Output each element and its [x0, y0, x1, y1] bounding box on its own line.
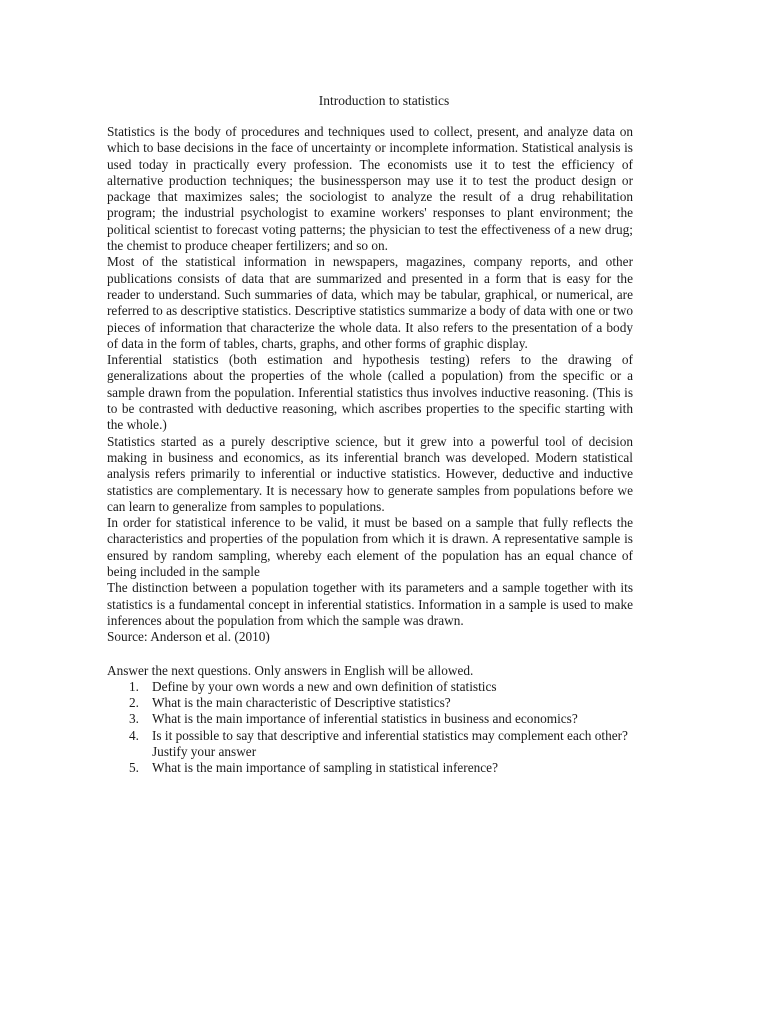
list-item [107, 695, 633, 711]
questions-instructions: Answer the next questions. Only answers in English will be allowed. [107, 662, 474, 678]
paragraph-distinction: The distinction between a population together with its parameters and a sample together with its statistics is a fundamental concept in inferential statistics. Information in a sample is used to make inferences about the population from which the sample was drawn. [107, 580, 633, 628]
question-text: What is the main characteristic of Descriptive statistics? [152, 695, 451, 711]
list-item [107, 728, 633, 761]
paragraph-sampling: In order for statistical inference to be valid, it must be based on a sample that fully reflects the characteristics and properties of the population from which it is drawn. A representative sample is ensured by random sampling, whereby each element of the population has an equal chance of being included in the sample [107, 515, 633, 580]
question-number: 2. [129, 695, 139, 711]
paragraph-inferential: Inferential statistics (both estimation and hypothesis testing) refers to the drawing of generalizations about the properties of the whole (called a population) from the specific or a sample drawn from the population. Inferential statistics thus involves inductive reasoning. (This is to be contrasted with deductive reasoning, which ascribes properties to the specific starting with the whole.) [107, 352, 633, 433]
question-text: Define by your own words a new and own definition of statistics [152, 678, 497, 694]
list-item [107, 679, 633, 695]
document-title: Introduction to statistics [318, 93, 450, 108]
paragraph-history: Statistics started as a purely descriptive science, but it grew into a powerful tool of decision making in business and economics, as its inferential branch was developed. Modern statistical analysis refers primarily to inferential or inductive statistics. However, deductive and inductive statistics are complementary. It is necessary how to generate samples from populations before we can learn to generalize from samples to populations. [107, 433, 633, 514]
question-number: 1. [129, 678, 139, 694]
list-item [107, 760, 633, 776]
question-text: What is the main importance of sampling in statistical inference? [152, 760, 498, 776]
question-number: 3. [129, 711, 139, 727]
question-text: What is the main importance of inferential statistics in business and economics? [152, 711, 578, 727]
questions-list [107, 679, 633, 777]
question-text: Is it possible to say that descriptive and inferential statistics may complement each other? Justify your answer [152, 727, 628, 759]
question-number: 4. [129, 727, 139, 743]
list-item [107, 711, 633, 727]
paragraph-descriptive: Most of the statistical information in newspapers, magazines, company reports, and other publications consists of data that are summarized and presented in a form that is easy for the reader to understand. Such summaries of data, which may be tabular, graphical, or numerical, are referred to as descriptive statistics. Descriptive statistics summarize a body of data with one or two pieces of information that characterize the whole data. It also refers to the presentation of a body of data in the form of tables, charts, graphs, and other forms of graphic display. [107, 254, 633, 351]
source-citation: Source: Anderson et al. (2010) [107, 629, 270, 645]
document-body [107, 124, 633, 777]
spacer [107, 646, 633, 663]
question-number: 5. [129, 760, 139, 776]
paragraph-definition: Statistics is the body of procedures and techniques used to collect, present, and analyze data on which to base decisions in the face of uncertainty or incomplete information. Statistical analysis is used today in practically every profession. The economists use it to test the efficiency of alternative production techniques; the businessperson may use it to test the product design or package that maximizes sales; the sociologist to analyze the result of a drug rehabilitation program; the industrial psychologist to examine workers' responses to plant environment; the political scientist to forecast voting patterns; the physician to test the effectiveness of a new drug; the chemist to produce cheaper fertilizers; and so on. [107, 124, 633, 254]
